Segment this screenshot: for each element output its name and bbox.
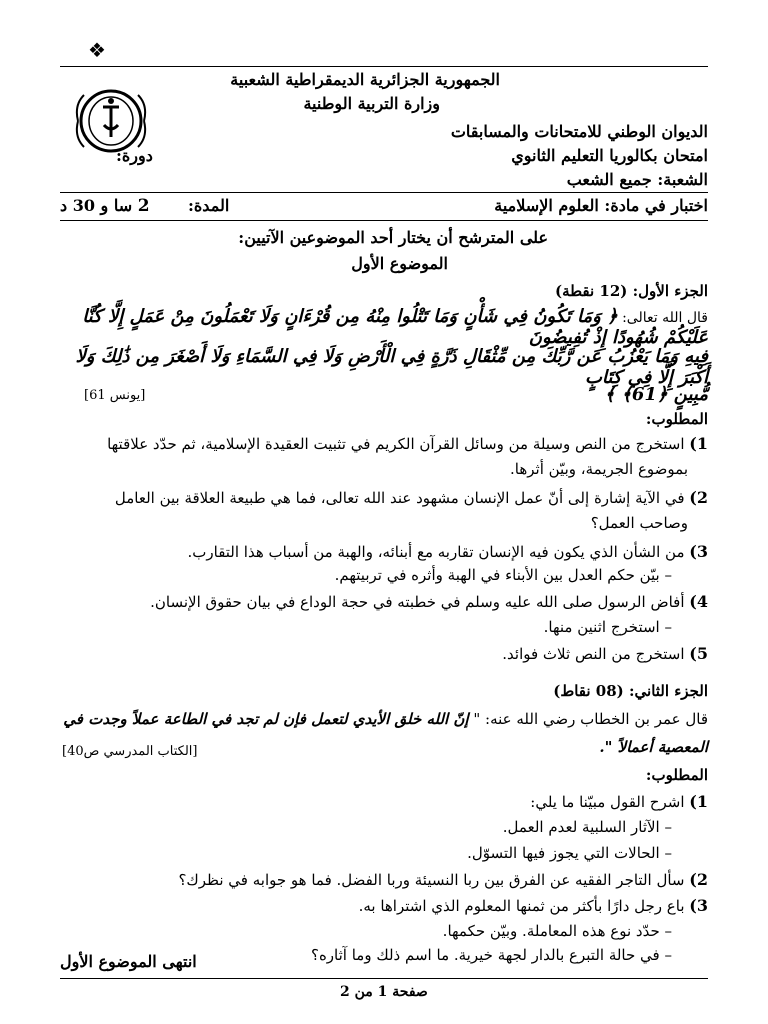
- verse-line-3: مُّبِينٍ ﴿61﴾ ﴾: [604, 384, 708, 405]
- part1-question-4: 4) أفاض الرسول صلى الله عليه وسلم في خطبته في حجة الوداع في بيان حقوق الإنسان.: [150, 592, 708, 611]
- part2-quote-line2: المعصية أعمالاً ".: [599, 738, 708, 756]
- part2-question-2: 2) سأل التاجر الفقيه عن الفرق بين ربا النسيئة وربا الفضل. فما هو جوابه في نظرك؟: [178, 870, 708, 889]
- verse-line-2: فِيهِ وَمَا يَعْزُبُ عَن رَّبِّكَ مِن مِّثْقَالِ ذَرَّةٍ فِي الْأَرْضِ وَلَا فِي السَّمَاءِ وَلَا أَصْغَرَ مِن ذَٰلِكَ وَلَا أَكْبَرَ إِلَّا فِي كِتَابٍ: [75, 346, 708, 388]
- duration-value: 2 سا و 30 د: [60, 196, 150, 216]
- verse-block-line3: [60, 384, 708, 405]
- part2-question-1-b: – الحالات التي يجوز فيها التسوّل.: [467, 844, 672, 862]
- top-rule: [60, 66, 708, 67]
- footer-rule: [60, 978, 708, 979]
- part2-question-3-a: – حدّد نوع هذه المعاملة. وبيّن حكمها.: [442, 922, 672, 940]
- instruction-text: على المترشح أن يختار أحد الموضوعين الآتيين:: [238, 228, 548, 247]
- end-of-topic-note: انتهى الموضوع الأول: [60, 952, 197, 971]
- subject-label: اختبار في مادة: العلوم الإسلامية: [494, 196, 708, 215]
- part1-required-heading: المطلوب:: [645, 410, 708, 428]
- quote-intro: قال الله تعالى:: [622, 310, 708, 326]
- topic-title: الموضوع الأول: [351, 254, 448, 273]
- duration-label: المدة:: [188, 196, 230, 215]
- header-rule-1: [60, 192, 708, 193]
- verse-line-1: ﴿ وَمَا تَكُونُ فِي شَأْنٍ وَمَا تَتْلُوا مِنْهُ مِن قُرْءَانٍ وَلَا تَعْمَلُونَ مِنْ عَمَلٍ إِلَّا كُنَّا عَلَيْكُمْ شُهُودًا إِذْ تُفِيضُونَ: [82, 306, 708, 348]
- part2-question-1: 1) اشرح القول مبيّنا ما يلي:: [530, 792, 708, 811]
- part2-required-heading: المطلوب:: [645, 766, 708, 784]
- part1-question-1-cont: بموضوع الجريمة، وبيّن أثرها.: [510, 460, 688, 478]
- session-label: دورة:: [116, 146, 153, 165]
- verse-reference: [يونس 61]: [84, 388, 146, 403]
- part2-reference: [الكتاب المدرسي ص40]: [62, 744, 198, 759]
- part2-question-3: 3) باع رجل دارًا بأكثر من ثمنها المعلوم الذي اشتراها به.: [358, 896, 708, 915]
- part2-quote-line1: قال عمر بن الخطاب رضي الله عنه: " إنّ الله خلق الأيدي لتعمل فإن لم تجد في الطاعة عملاً وجدت في: [63, 710, 708, 728]
- ministry-name: وزارة التربية الوطنية: [303, 94, 440, 113]
- part2-question-3-b: – في حالة التبرع بالدار لجهة خيرية. ما اسم ذلك وما آثاره؟: [310, 946, 672, 964]
- header-rule-2: [60, 220, 708, 221]
- part1-question-3-sub: – بيّن حكم العدل بين الأبناء في الهبة وأثره في تربيتهم.: [334, 566, 672, 584]
- part1-question-1: 1) استخرج من النص وسيلة من وسائل القرآن الكريم في تثبيت العقيدة الإسلامية، ثم حدّد علاقتها: [107, 434, 708, 453]
- page-number: صفحة 1 من 2: [340, 984, 428, 1000]
- part2-question-1-a: – الآثار السلبية لعدم العمل.: [502, 818, 672, 836]
- part1-question-5: 5) استخرج من النص ثلاث فوائد.: [502, 644, 708, 663]
- part1-question-4-sub: – استخرج اثنين منها.: [543, 618, 672, 636]
- verse-block-line2: [60, 346, 708, 388]
- republic-name: الجمهورية الجزائرية الديمقراطية الشعبية: [230, 70, 500, 89]
- exam-office: الديوان الوطني للامتحانات والمسابقات: [450, 122, 708, 141]
- part2-title: الجزء الثاني: (08 نقاط): [553, 682, 708, 700]
- part1-question-2-cont: وصاحب العمل؟: [590, 514, 688, 532]
- part1-title: الجزء الأول: (12 نقطة): [554, 282, 708, 300]
- verse-block-line1: [60, 306, 708, 348]
- exam-title: امتحان بكالوريا التعليم الثانوي: [511, 146, 708, 165]
- part1-question-2: 2) في الآية إشارة إلى أنّ عمل الإنسان مشهود عند الله تعالى، فما هي طبيعة العلاقة بين العامل: [114, 488, 708, 507]
- part1-question-3: 3) من الشأن الذي يكون فيه الإنسان تقاربه مع أبنائه، والهبة من أسباب هذا التقارب.: [187, 542, 708, 561]
- decorative-diamond-icon: ❖: [88, 38, 106, 62]
- branch-label: الشعبة: جميع الشعب: [566, 170, 708, 189]
